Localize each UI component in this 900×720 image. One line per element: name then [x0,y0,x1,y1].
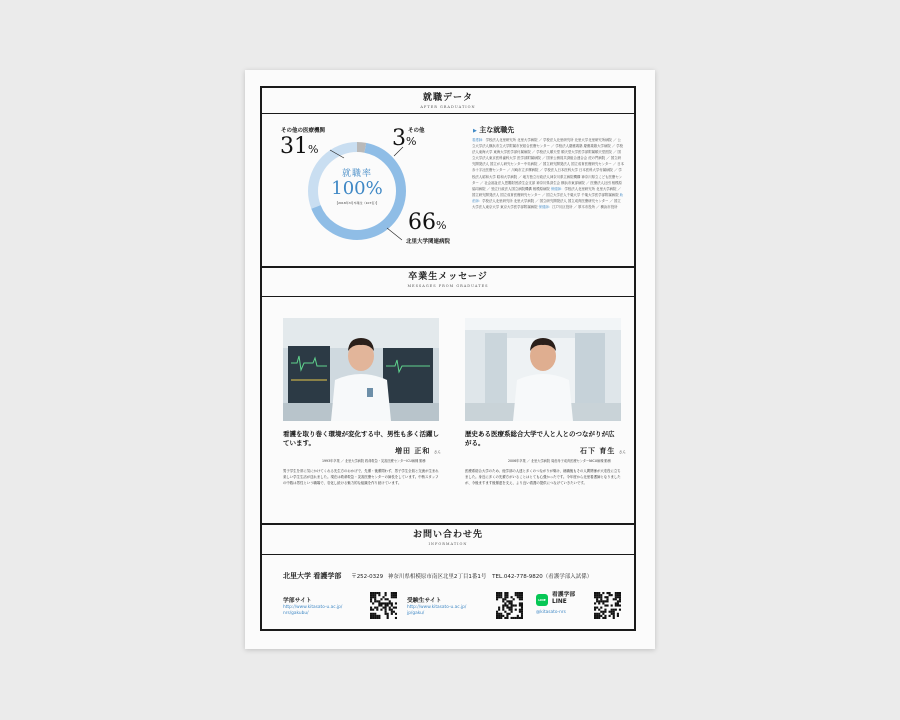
stat-label-other-medical: その他の医療機関 [281,128,326,134]
divider [262,523,634,525]
employers-heading: ▶ 主な就職先 [473,126,515,134]
graduate-career-masuda: 1993年卒業 ／ 北里大学病院 救命救急・災害医療センターICU病棟 勤務 [322,459,426,463]
telephone: TEL.042-778-9820（看護学部入試係） [492,574,593,580]
graduate-career-ishishita: 2006年卒業 ／ 北里大学病院 周産母子成育医療センターNICU病棟 勤務 [508,459,611,463]
faculty-site-qr-icon[interactable] [370,592,397,619]
graduate-name-masuda: 増田 正和 さん [395,447,441,455]
employer-category: 助産師： [472,192,624,203]
graduate-message-ishishita: 医療系総合大学のため、他学部の人達と多くのつながりが築け、就職後もその人間関係が大変役に立ちました。身近に多くの先輩方がいることはとても心強かったです。今年度から北里看護師となりましたが、今後ますます後輩達を支え、より良い看護の提供につなげていきたいです。 [465,469,621,486]
applicant-site-link[interactable]: http://www.kitasato-u.ac.jp/ jp/gaku/ [407,605,467,616]
arrow-icon: ▶ [473,128,477,134]
address: 神奈川県相模原市南区北里2丁目1番1号 [387,574,487,580]
graduate-headline-masuda: 看護を取り巻く環境が変化する中、男性も多く活躍しています。 [283,430,439,447]
faculty-site-label: 学部サイト [283,598,312,604]
employer-text: 学校法人北里研究所 北里大学病院 ／ 国立研究開発法人 国立成育医療研究センター ／ 国立大学法人千葉大学 千葉大学医学部附属病院 [472,186,621,197]
graduate-photo-masuda [283,318,439,421]
divider [262,296,634,297]
contact-line [283,571,592,581]
donut-label: 就職率 [341,169,372,179]
stat-number-other-medical: 31% [280,134,319,159]
divider [262,266,634,268]
employer-text: 学校法人北里研究所 北里大学病院 ／ 国立研究開発法人 国立成育医療研究センター ／ 国立大学法人東京大学 東京大学医学部附属病院 [472,198,621,210]
information-subtitle: INFORMATION [428,542,468,546]
employment-subtitle: AFTER GRADUATION [420,105,476,109]
line-account-link[interactable]: @kitasato-nrs [536,610,566,615]
donut-center [324,166,390,205]
divider [262,554,634,555]
stat-label-other: その他 [408,128,425,134]
employer-category: 看護師： [472,138,486,142]
employers-list [472,137,624,210]
stat-number-other: 3% [392,126,417,151]
stat-number-kitasato-hospitals: 66% [408,210,447,235]
content-frame [260,86,636,631]
line-qr-icon[interactable] [594,592,621,619]
applicant-site-label: 受験生サイト [407,598,442,604]
graduate-photo-ishishita [465,318,621,421]
line-logo-icon: LINE [536,594,548,606]
donut-note: 【2018年3月卒業生（107名）】 [335,201,379,205]
employment-title: 就職データ [422,93,473,103]
divider [262,113,634,114]
postal-code: 〒252-0329 [351,574,384,580]
donut-value: 100% [331,178,383,199]
employer-text: 学校法人北里研究所 北里大学病院 ／ 学校法人北里研究所 北里大学北里研究所病院 ／ 公立大学法人横浜市立大学附属市民総合医療センター ／ 学校法人慶應義塾 慶應義塾大学病院 ／ 学校法人東海大学 東海大学医学部付属病院 ／ 学校法人順天堂 順天堂大学医学部附属順天堂医院 ／ 国立大学法人東京医科歯科大学 医学部附属病院 ／ 国家公務員共済組合連合会 虎の門病院 ／ 国立研究開発法人 国立がん研究センター中央病院 ／ 国立研究開発法人 国立成育医療研究センター ／ 日本赤十字社医療センター ／ 川崎市立多摩病院 ／ 学校法人日本医科大学 日本医科大学付属病院 ／ 学校法人昭和大学 昭和大学病院 ／ 地方独立行政法人神奈川県立病院機構 神奈川県立こども医療センター ／ 社会福祉法人恩賜財団済生会支部 神奈川県済生会 横浜市東部病院 ／ 医療法人社団 相模原協同病院 ／ 独立行政法人国立病院機構 相模原病院 [472,138,624,191]
line-label: 看護学部 LINE [552,592,576,605]
graduates-title: 卒業生メッセージ [408,272,488,282]
school-name: 北里大学 看護学部 [283,572,342,580]
graduate-message-masuda: 男子学生を常に気にかけてくれる先生方のおかげで、先輩・後輩問わず、男子学生全員と交流が生まれ楽しい学生生活が送れました。現在は救命救急・災害医療センターの師長をしています。中核スタッフの中数は男性という職場で、変化し続ける魅力的な組織を作り続けています。 [283,469,439,486]
applicant-site-qr-icon[interactable] [496,592,523,619]
graduates-header [262,271,634,289]
stat-label-kitasato-hospitals: 北里大学関連病院 [406,239,451,245]
employer-text: 江戸川区役所 ／ 厚木市役所 ／ 横浜市役所 [552,205,618,210]
employment-header [262,92,634,110]
graduate-headline-ishishita: 歴史ある医療系総合大学で人と人とのつながりが広がる。 [465,430,615,447]
brochure-page [245,70,655,649]
graduates-subtitle: MESSAGES FROM GRADUATES [407,284,489,288]
information-header [262,529,634,547]
employer-category: 保健師： [550,186,565,191]
graduate-name-ishishita: 石下 育生 さん [580,447,626,455]
information-title: お問い合わせ先 [412,530,483,540]
employer-category: 保健師： [538,205,553,210]
faculty-site-link[interactable]: http://www.kitasato-u.ac.jp/ nrs/gakubu/ [283,605,343,616]
